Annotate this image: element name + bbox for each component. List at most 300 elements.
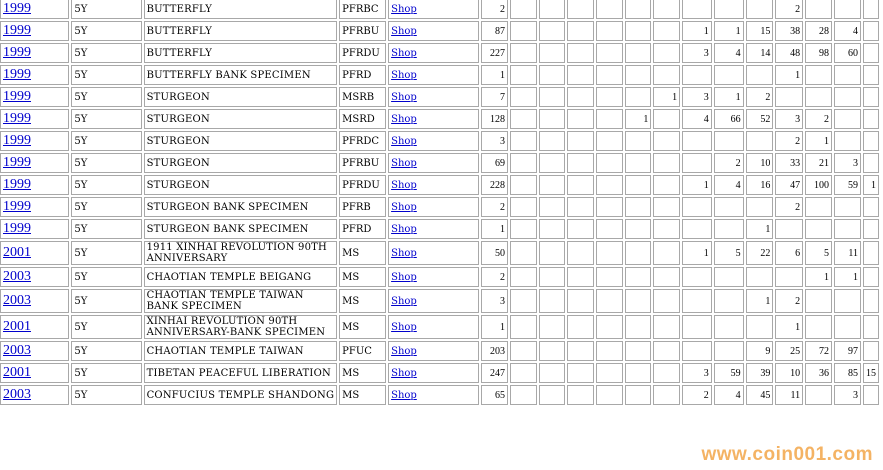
grade-count-cell: 3 xyxy=(682,43,712,63)
grade-count-cell xyxy=(714,341,744,361)
grade-count-cell: 2 xyxy=(775,289,803,313)
grade-count-cell xyxy=(653,43,680,63)
grade-count-cell xyxy=(863,267,879,287)
grade-count-cell: 6 xyxy=(775,241,803,265)
grade-count-cell xyxy=(510,43,537,63)
grade-count-cell xyxy=(596,341,623,361)
coin-name-cell: BUTTERFLY xyxy=(144,43,338,63)
grade-count-cell xyxy=(567,385,594,405)
grade-count-cell xyxy=(567,267,594,287)
grade-count-cell xyxy=(625,267,652,287)
grade-count-cell xyxy=(653,241,680,265)
total-count-cell: 227 xyxy=(481,43,508,63)
grade-count-cell xyxy=(539,109,566,129)
grade-count-cell xyxy=(653,219,680,239)
table-row xyxy=(0,21,879,41)
grade-count-cell xyxy=(596,153,623,173)
grade-count-cell xyxy=(805,87,832,107)
grade-count-cell: 21 xyxy=(805,153,832,173)
grade-count-cell xyxy=(567,153,594,173)
grade-count-cell: 2 xyxy=(805,109,832,129)
shop-link[interactable]: Shop xyxy=(391,91,417,103)
grade-count-cell xyxy=(510,65,537,85)
shop-cell xyxy=(388,131,479,151)
grade-count-cell: 5 xyxy=(714,241,744,265)
grade-count-cell xyxy=(510,87,537,107)
grade-count-cell: 2 xyxy=(775,131,803,151)
grade-count-cell xyxy=(596,0,623,19)
denomination-cell: 5Y xyxy=(71,363,141,383)
grade-count-cell xyxy=(805,315,832,339)
year-link[interactable]: 1999 xyxy=(3,199,31,214)
grade-count-cell xyxy=(510,341,537,361)
total-count-cell: 247 xyxy=(481,363,508,383)
grade-cell: MS xyxy=(339,363,386,383)
grade-count-cell xyxy=(625,315,652,339)
grade-count-cell xyxy=(567,197,594,217)
shop-cell xyxy=(388,109,479,129)
grade-count-cell xyxy=(863,21,879,41)
grade-count-cell xyxy=(834,289,861,313)
grade-count-cell: 1 xyxy=(714,87,744,107)
grade-count-cell xyxy=(863,315,879,339)
grade-count-cell xyxy=(834,219,861,239)
grade-count-cell: 4 xyxy=(714,175,744,195)
shop-link[interactable]: Shop xyxy=(391,69,417,81)
grade-count-cell xyxy=(863,385,879,405)
grade-count-cell: 25 xyxy=(775,341,803,361)
grade-count-cell xyxy=(714,0,744,19)
grade-count-cell xyxy=(596,385,623,405)
shop-cell xyxy=(388,43,479,63)
shop-link[interactable]: Shop xyxy=(391,321,417,333)
table-row xyxy=(0,197,879,217)
year-link[interactable]: 1999 xyxy=(3,221,31,236)
grade-count-cell xyxy=(834,87,861,107)
grade-cell: MSRB xyxy=(339,87,386,107)
shop-cell xyxy=(388,21,479,41)
grade-count-cell xyxy=(567,241,594,265)
coin-name-cell: BUTTERFLY BANK SPECIMEN xyxy=(144,65,338,85)
grade-count-cell: 5 xyxy=(805,241,832,265)
grade-count-cell xyxy=(596,267,623,287)
grade-count-cell xyxy=(714,219,744,239)
grade-count-cell: 2 xyxy=(682,385,712,405)
shop-link[interactable]: Shop xyxy=(391,201,417,213)
grade-count-cell xyxy=(596,43,623,63)
grade-count-cell xyxy=(596,363,623,383)
grade-count-cell xyxy=(567,341,594,361)
grade-count-cell xyxy=(539,341,566,361)
grade-count-cell xyxy=(653,131,680,151)
year-link[interactable]: 2001 xyxy=(3,319,31,334)
table-row xyxy=(0,267,879,287)
denomination-cell: 5Y xyxy=(71,131,141,151)
grade-count-cell: 85 xyxy=(834,363,861,383)
table-row xyxy=(0,385,879,405)
grade-count-cell: 2 xyxy=(775,0,803,19)
grade-count-cell: 3 xyxy=(834,385,861,405)
grade-count-cell: 15 xyxy=(746,21,774,41)
grade-count-cell xyxy=(539,65,566,85)
grade-count-cell xyxy=(625,21,652,41)
year-cell xyxy=(0,175,69,195)
grade-count-cell: 1 xyxy=(653,87,680,107)
grade-count-cell xyxy=(539,241,566,265)
grade-count-cell xyxy=(625,289,652,313)
grade-count-cell: 1 xyxy=(863,175,879,195)
grade-count-cell xyxy=(539,153,566,173)
year-cell xyxy=(0,0,69,19)
grade-count-cell xyxy=(682,267,712,287)
denomination-cell: 5Y xyxy=(71,267,141,287)
denomination-cell: 5Y xyxy=(71,43,141,63)
grade-count-cell xyxy=(653,385,680,405)
denomination-cell: 5Y xyxy=(71,65,141,85)
year-link[interactable]: 1999 xyxy=(3,67,31,82)
shop-link[interactable]: Shop xyxy=(391,295,417,307)
grade-count-cell xyxy=(596,109,623,129)
grade-count-cell xyxy=(805,385,832,405)
grade-count-cell xyxy=(834,131,861,151)
denomination-cell: 5Y xyxy=(71,385,141,405)
grade-count-cell xyxy=(539,385,566,405)
grade-count-cell xyxy=(746,0,774,19)
denomination-cell: 5Y xyxy=(71,289,141,313)
year-cell xyxy=(0,341,69,361)
shop-cell xyxy=(388,289,479,313)
coin-name-cell: CHAOTIAN TEMPLE TAIWAN BANK SPECIMEN xyxy=(144,289,338,313)
year-cell xyxy=(0,267,69,287)
grade-count-cell xyxy=(596,289,623,313)
grade-count-cell xyxy=(510,267,537,287)
grade-count-cell xyxy=(863,87,879,107)
year-link[interactable]: 2003 xyxy=(3,269,31,284)
grade-count-cell xyxy=(510,363,537,383)
grade-count-cell xyxy=(625,87,652,107)
grade-cell: PFUC xyxy=(339,341,386,361)
shop-link[interactable]: Shop xyxy=(391,223,417,235)
grade-count-cell xyxy=(682,289,712,313)
grade-count-cell xyxy=(539,363,566,383)
shop-link[interactable]: Shop xyxy=(391,3,417,15)
shop-cell xyxy=(388,385,479,405)
coin-name-cell: STURGEON xyxy=(144,153,338,173)
year-cell xyxy=(0,153,69,173)
grade-count-cell xyxy=(682,197,712,217)
grade-count-cell xyxy=(653,175,680,195)
grade-count-cell: 11 xyxy=(834,241,861,265)
grade-count-cell xyxy=(625,219,652,239)
shop-cell xyxy=(388,153,479,173)
grade-count-cell xyxy=(805,289,832,313)
shop-link[interactable]: Shop xyxy=(391,157,417,169)
shop-link[interactable]: Shop xyxy=(391,113,417,125)
grade-cell: PFRBC xyxy=(339,0,386,19)
grade-count-cell xyxy=(567,131,594,151)
grade-count-cell xyxy=(567,87,594,107)
total-count-cell: 3 xyxy=(481,131,508,151)
shop-link[interactable]: Shop xyxy=(391,179,417,191)
grade-count-cell: 4 xyxy=(714,43,744,63)
year-cell xyxy=(0,289,69,313)
grade-cell: MS xyxy=(339,289,386,313)
grade-count-cell: 10 xyxy=(775,363,803,383)
coin-name-cell: STURGEON xyxy=(144,87,338,107)
grade-count-cell xyxy=(596,315,623,339)
grade-count-cell xyxy=(863,65,879,85)
grade-count-cell: 33 xyxy=(775,153,803,173)
grade-count-cell xyxy=(625,0,652,19)
grade-count-cell: 59 xyxy=(834,175,861,195)
grade-count-cell xyxy=(682,219,712,239)
grade-count-cell xyxy=(539,267,566,287)
coin-name-cell: STURGEON xyxy=(144,131,338,151)
grade-count-cell xyxy=(653,363,680,383)
grade-count-cell: 1 xyxy=(682,21,712,41)
denomination-cell: 5Y xyxy=(71,197,141,217)
total-count-cell: 2 xyxy=(481,197,508,217)
shop-cell xyxy=(388,0,479,19)
grade-count-cell xyxy=(510,197,537,217)
grade-count-cell xyxy=(567,219,594,239)
coin-name-cell: STURGEON xyxy=(144,175,338,195)
grade-count-cell xyxy=(746,65,774,85)
grade-count-cell xyxy=(510,175,537,195)
grade-count-cell xyxy=(863,109,879,129)
grade-count-cell xyxy=(567,109,594,129)
grade-count-cell: 3 xyxy=(775,109,803,129)
grade-count-cell xyxy=(746,197,774,217)
grade-count-cell xyxy=(510,289,537,313)
grade-count-cell xyxy=(714,267,744,287)
shop-cell xyxy=(388,219,479,239)
grade-count-cell: 97 xyxy=(834,341,861,361)
table-row xyxy=(0,65,879,85)
coin-name-cell: STURGEON BANK SPECIMEN xyxy=(144,197,338,217)
year-link[interactable]: 1999 xyxy=(3,177,31,192)
grade-count-cell xyxy=(834,109,861,129)
total-count-cell: 7 xyxy=(481,87,508,107)
shop-cell xyxy=(388,175,479,195)
denomination-cell: 5Y xyxy=(71,341,141,361)
denomination-cell: 5Y xyxy=(71,175,141,195)
shop-cell xyxy=(388,315,479,339)
year-link[interactable]: 1999 xyxy=(3,23,31,38)
grade-count-cell xyxy=(539,87,566,107)
shop-link[interactable]: Shop xyxy=(391,367,417,379)
coin-name-cell: TIBETAN PEACEFUL LIBERATION xyxy=(144,363,338,383)
grade-count-cell xyxy=(625,385,652,405)
grade-count-cell xyxy=(625,131,652,151)
grade-count-cell: 16 xyxy=(746,175,774,195)
grade-count-cell xyxy=(625,197,652,217)
grade-count-cell: 1 xyxy=(625,109,652,129)
grade-count-cell xyxy=(714,65,744,85)
grade-count-cell xyxy=(682,315,712,339)
table-row xyxy=(0,341,879,361)
year-link[interactable]: 1999 xyxy=(3,89,31,104)
shop-cell xyxy=(388,341,479,361)
grade-count-cell xyxy=(539,315,566,339)
grade-count-cell xyxy=(539,21,566,41)
grade-count-cell xyxy=(510,385,537,405)
year-link[interactable]: 2001 xyxy=(3,365,31,380)
grade-count-cell xyxy=(746,315,774,339)
grade-count-cell xyxy=(653,197,680,217)
grade-count-cell xyxy=(746,131,774,151)
grade-count-cell: 1 xyxy=(775,315,803,339)
grade-count-cell xyxy=(653,289,680,313)
grade-cell: MS xyxy=(339,385,386,405)
grade-count-cell xyxy=(510,109,537,129)
grade-count-cell: 47 xyxy=(775,175,803,195)
table-row xyxy=(0,87,879,107)
watermark xyxy=(701,444,873,466)
grade-count-cell xyxy=(625,175,652,195)
coin-name-cell: XINHAI REVOLUTION 90TH ANNIVERSARY-BANK SPECIMEN xyxy=(144,315,338,339)
shop-link[interactable]: Shop xyxy=(391,47,417,59)
grade-count-cell xyxy=(682,0,712,19)
year-link[interactable]: 1999 xyxy=(3,133,31,148)
year-link[interactable]: 2003 xyxy=(3,343,31,358)
grade-count-cell xyxy=(510,153,537,173)
grade-count-cell xyxy=(714,315,744,339)
year-link[interactable]: 2003 xyxy=(3,293,31,308)
grade-count-cell xyxy=(510,219,537,239)
year-link[interactable]: 1999 xyxy=(3,45,31,60)
year-cell xyxy=(0,87,69,107)
shop-link[interactable]: Shop xyxy=(391,389,417,401)
grade-count-cell xyxy=(596,21,623,41)
denomination-cell: 5Y xyxy=(71,109,141,129)
grade-count-cell xyxy=(653,153,680,173)
grade-count-cell: 38 xyxy=(775,21,803,41)
year-link[interactable]: 1999 xyxy=(3,1,31,16)
grade-count-cell: 4 xyxy=(834,21,861,41)
year-cell xyxy=(0,65,69,85)
grade-count-cell xyxy=(539,289,566,313)
total-count-cell: 2 xyxy=(481,267,508,287)
grade-count-cell: 3 xyxy=(682,87,712,107)
grade-count-cell: 45 xyxy=(746,385,774,405)
grade-count-cell xyxy=(714,197,744,217)
grade-count-cell xyxy=(596,197,623,217)
total-count-cell: 203 xyxy=(481,341,508,361)
grade-count-cell xyxy=(682,65,712,85)
shop-link[interactable]: Shop xyxy=(391,345,417,357)
grade-count-cell: 14 xyxy=(746,43,774,63)
denomination-cell: 5Y xyxy=(71,0,141,19)
grade-count-cell xyxy=(834,0,861,19)
grade-count-cell xyxy=(863,197,879,217)
year-link[interactable]: 2003 xyxy=(3,387,31,402)
grade-count-cell: 59 xyxy=(714,363,744,383)
grade-count-cell: 3 xyxy=(682,363,712,383)
coin-name-cell: CHAOTIAN TEMPLE BEIGANG xyxy=(144,267,338,287)
shop-link[interactable]: Shop xyxy=(391,135,417,147)
grade-count-cell xyxy=(775,87,803,107)
grade-count-cell xyxy=(567,315,594,339)
year-link[interactable]: 1999 xyxy=(3,155,31,170)
grade-count-cell xyxy=(775,267,803,287)
grade-count-cell xyxy=(567,43,594,63)
grade-cell: MS xyxy=(339,267,386,287)
grade-count-cell xyxy=(539,43,566,63)
denomination-cell: 5Y xyxy=(71,87,141,107)
grade-count-cell: 1 xyxy=(805,267,832,287)
grade-count-cell xyxy=(596,219,623,239)
grade-count-cell xyxy=(596,87,623,107)
shop-link[interactable]: Shop xyxy=(391,25,417,37)
grade-count-cell xyxy=(567,363,594,383)
grade-count-cell xyxy=(834,197,861,217)
grade-count-cell xyxy=(510,0,537,19)
year-cell xyxy=(0,385,69,405)
grade-count-cell xyxy=(625,363,652,383)
total-count-cell: 69 xyxy=(481,153,508,173)
shop-link[interactable]: Shop xyxy=(391,271,417,283)
grade-count-cell: 1 xyxy=(746,289,774,313)
denomination-cell: 5Y xyxy=(71,219,141,239)
grade-count-cell: 2 xyxy=(746,87,774,107)
grade-count-cell: 9 xyxy=(746,341,774,361)
shop-cell xyxy=(388,197,479,217)
grade-count-cell xyxy=(596,241,623,265)
year-cell xyxy=(0,109,69,129)
year-link[interactable]: 1999 xyxy=(3,111,31,126)
grade-count-cell: 36 xyxy=(805,363,832,383)
total-count-cell: 2 xyxy=(481,0,508,19)
grade-count-cell xyxy=(596,131,623,151)
grade-count-cell xyxy=(567,65,594,85)
grade-count-cell xyxy=(775,219,803,239)
table-row xyxy=(0,131,879,151)
grade-count-cell xyxy=(682,131,712,151)
grade-count-cell xyxy=(567,175,594,195)
grade-cell: PFRBU xyxy=(339,153,386,173)
coin-name-cell: STURGEON xyxy=(144,109,338,129)
shop-link[interactable]: Shop xyxy=(391,247,417,259)
grade-count-cell xyxy=(625,43,652,63)
total-count-cell: 3 xyxy=(481,289,508,313)
grade-count-cell xyxy=(653,315,680,339)
grade-count-cell xyxy=(746,267,774,287)
grade-count-cell: 22 xyxy=(746,241,774,265)
grade-count-cell xyxy=(539,175,566,195)
table-row xyxy=(0,363,879,383)
grade-count-cell: 52 xyxy=(746,109,774,129)
year-link[interactable]: 2001 xyxy=(3,245,31,260)
grade-count-cell: 4 xyxy=(714,385,744,405)
grade-count-cell xyxy=(834,65,861,85)
grade-count-cell: 1 xyxy=(746,219,774,239)
grade-count-cell: 3 xyxy=(834,153,861,173)
grade-count-cell: 11 xyxy=(775,385,803,405)
grade-count-cell xyxy=(682,341,712,361)
total-count-cell: 1 xyxy=(481,315,508,339)
table-row xyxy=(0,289,879,313)
grade-count-cell xyxy=(682,153,712,173)
grade-cell: PFRB xyxy=(339,197,386,217)
grade-count-cell xyxy=(714,131,744,151)
year-cell xyxy=(0,315,69,339)
grade-cell: PFRBU xyxy=(339,21,386,41)
grade-count-cell xyxy=(834,315,861,339)
grade-cell: PFRDC xyxy=(339,131,386,151)
shop-cell xyxy=(388,241,479,265)
year-cell xyxy=(0,43,69,63)
